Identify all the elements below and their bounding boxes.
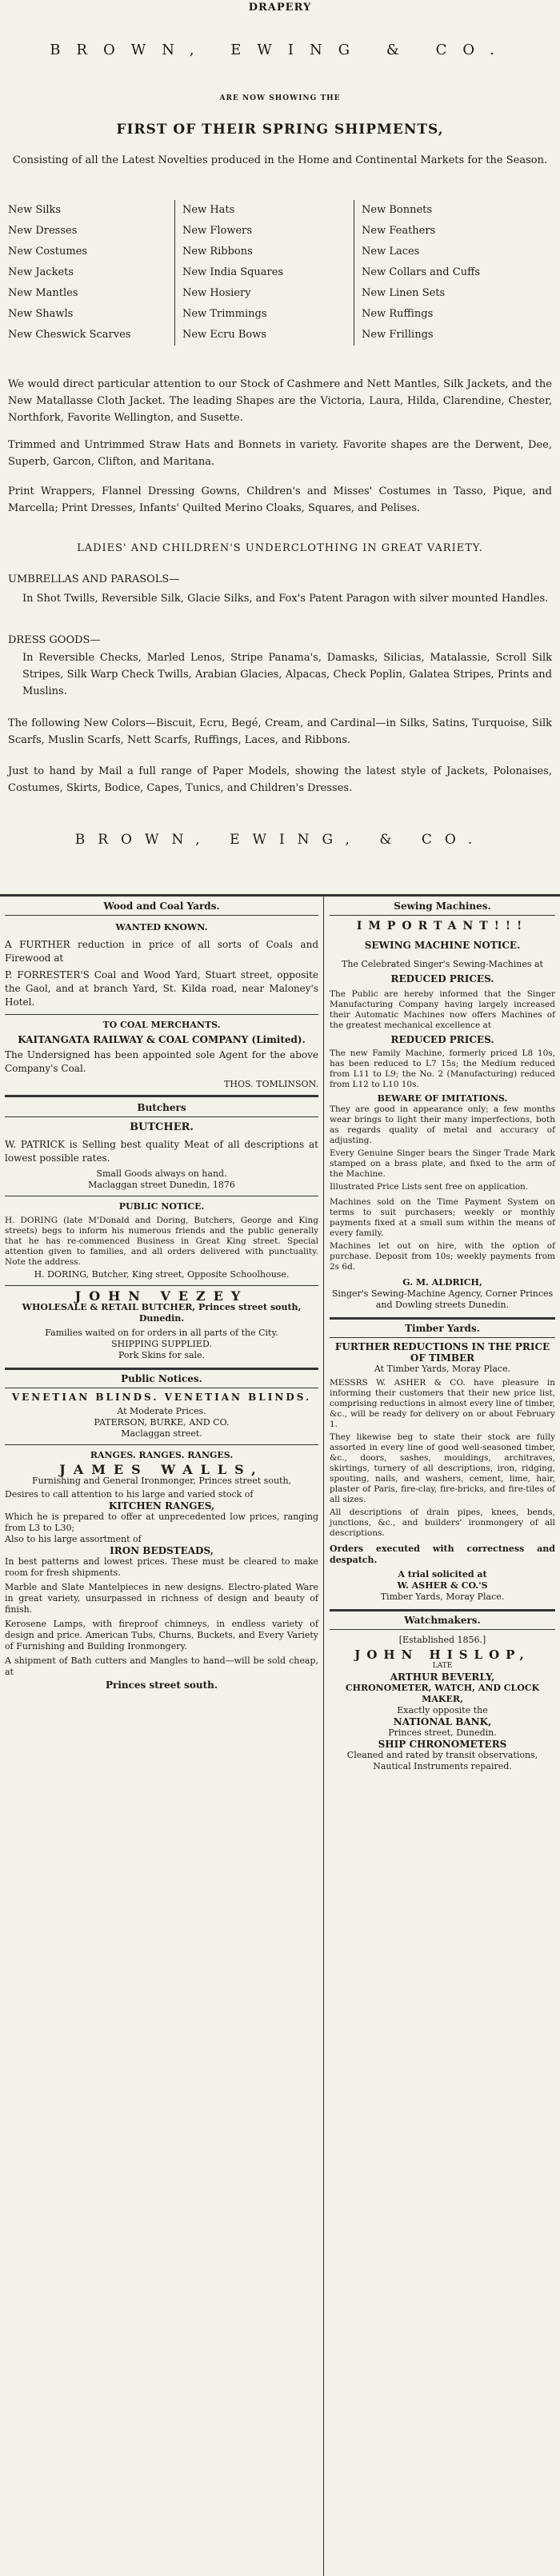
para-mantles: We would direct particular attention to our Stock of Cashmere and Nett Mantles, Silk Jackets, and the New Matallasse Cloth Jacket. The leading Shapes are the Victoria, Laura, Hilda, Clarendine, Chester, Northfork, Favorite Wellington, and Susette. (8, 378, 552, 424)
ad-title: FURTHER REDUCTIONS IN THE PRICE OF TIMBER (334, 1341, 550, 1364)
ad-body: Marble and Slate Mantelpieces in new designs. Electro-plated Ware in great variety, unsurpassed in richness of design and beauty of finish. (5, 1582, 318, 1615)
section-heading: Butchers (137, 1102, 186, 1113)
para-models: Just to hand by Mail a full range of Paper Models, showing the latest style of Jackets, Polonaises, Costumes, Skirts, Bodice, Capes, Tunics, and Children's Dresses. (8, 765, 552, 794)
ad-line: Orders executed with correctness and despatch. (330, 1544, 555, 1565)
list-item: New Shawls (8, 308, 74, 320)
ad-body: The Public are hereby informed that the Singer Manufacturing Company having largely increased their Automatic Machines now offers Machines of the greatest mechanical excellence at (330, 989, 555, 1030)
ad-body: P. FORRESTER'S Coal and Wood Yard, Stuart street, opposite the Gaol, and at branch Yard, St. Kilda road, near Maloney's Hotel. (5, 969, 318, 1008)
ad-line: Maclaggan street Dunedin, 1876 (88, 1180, 235, 1190)
divider (330, 1629, 555, 1630)
list-item: New Collars and Cuffs (362, 266, 480, 278)
ad-line: Nautical Instruments repaired. (373, 1761, 512, 1771)
list-item: New India Squares (182, 266, 284, 278)
intro-text: Consisting of all the Latest Novelties produced in the Home and Continental Markets for the Season. (12, 154, 548, 166)
ad-body: Illustrated Price Lists sent free on application. (330, 1182, 529, 1192)
ad-line: LATE (432, 1662, 453, 1670)
ad-line: Small Goods always on hand. (96, 1168, 227, 1179)
ad-body: A shipment of Bath cutters and Mangles to hand—will be sold cheap, at (5, 1655, 318, 1677)
ad-line: Pork Skins for sale. (118, 1350, 206, 1360)
ad-line: Singer's Sewing-Machine Agency, Corner Princes and Dowling streets Dunedin. (331, 1288, 554, 1310)
section-heading: Watchmakers. (404, 1615, 481, 1626)
ad-line: SHIPPING SUPPLIED. (111, 1339, 212, 1349)
list-item: New Hosiery (182, 287, 251, 299)
umbrellas-heading: UMBRELLAS AND PARASOLS— (8, 573, 180, 585)
page-header: DRAPERY (248, 2, 312, 14)
ad-body: They are good in appearance only; a few months wear brings to light their many imperfections, both as regards quality of metal and accuracy of adjusting. (330, 1104, 555, 1145)
list-item: New Trimmings (182, 308, 267, 320)
divider (174, 200, 175, 345)
signature: G. M. ALDRICH, (402, 1277, 482, 1288)
items-col-2 (182, 200, 283, 345)
ad-body: H. DORING (late M'Donald and Doring, Butchers, George and King streets) begs to inform his numerous friends and the public generally that he has re-commenced Business in Great King street. Special attention given to families, and all orders delivered with punctuality. Note the address. (5, 1216, 318, 1267)
items-col-1 (8, 200, 130, 345)
ad-line: IRON BEDSTEADS, (110, 1545, 214, 1556)
divider (5, 1095, 318, 1097)
divider (5, 1116, 318, 1117)
column-divider (323, 897, 324, 2576)
ad-body: Families waited on for orders in all parts of the City. (45, 1328, 278, 1338)
left-column (5, 901, 318, 1691)
section-rule (0, 894, 560, 897)
signature: H. DORING, Butcher, King street, Opposite Schoolhouse. (34, 1269, 290, 1280)
ad-body: In best patterns and lowest prices. These must be cleared to make room for fresh shipments. (5, 1556, 318, 1578)
dress-text: In Reversible Checks, Marled Lenos, Stripe Panama's, Damasks, Silicias, Matalassie, Scroll Silk Stripes, Silk Warp Check Twills, Arabian Glacies, Alpacas, Check Poplin, Galatea Stripes, Prints and Muslins. (22, 652, 552, 697)
divider (5, 915, 318, 916)
divider (330, 915, 555, 916)
list-item: New Silks (8, 204, 62, 216)
divider (5, 1285, 318, 1286)
brand-title: BROWN, EWING & CO. (50, 42, 510, 58)
list-item: New Ecru Bows (182, 329, 266, 341)
underclothing-heading: LADIES' AND CHILDREN'S UNDERCLOTHING IN GREAT VARIETY. (77, 542, 483, 554)
divider (330, 1337, 555, 1338)
ad-subtitle: SEWING MACHINE NOTICE. (364, 940, 521, 951)
ad-subtitle: WHOLESALE & RETAIL BUTCHER, Princes street south, Dunedin. (22, 1302, 302, 1324)
umbrellas-text: In Shot Twills, Reversible Silk, Glacie Silks, and Fox's Patent Paragon with silver mounted Handles. (22, 593, 549, 605)
ad-title: JOHN VEZEY (74, 1288, 249, 1304)
section-heading: Wood and Coal Yards. (103, 901, 220, 912)
section-heading: Timber Yards. (405, 1323, 480, 1334)
ad-line: Maclaggan street. (121, 1428, 202, 1439)
ad-body: The Undersigned has been appointed sole Agent for the above Company's Coal. (5, 1049, 318, 1074)
ad-subtitle: Furnishing and General Ironmonger, Princes street south, (31, 1476, 292, 1486)
ad-body: Which he is prepared to offer at unprecedented low prices, ranging from L3 to L30; (5, 1512, 318, 1533)
ad-line: Also to his large assortment of (5, 1534, 142, 1544)
ad-title: PUBLIC NOTICE. (118, 1201, 205, 1212)
ad-body: MESSRS W. ASHER & CO. have pleasure in informing their customers that their new price list, comprising reductions in almost every line of timber, &c., will be ready for delivery on or about February 1. (330, 1378, 556, 1429)
section-heading: Sewing Machines. (394, 901, 491, 912)
para-wrappers: Print Wrappers, Flannel Dressing Gowns, Children's and Misses' Costumes in Tasso, Pique, and Marcella; Print Dresses, Infants' Quilted Merino Cloaks, Squares, and Pelises. (8, 485, 552, 514)
divider (5, 1014, 318, 1015)
ad-title: JOHN HISLOP, (354, 1647, 530, 1662)
ad-title: BUTCHER. (130, 1121, 194, 1133)
ad-line: At Timber Yards, Moray Place. (374, 1364, 511, 1374)
right-column (330, 901, 555, 1772)
ad-line: NATIONAL BANK, (393, 1716, 492, 1727)
ad-line: The Celebrated Singer's Sewing-Machines at (342, 959, 543, 969)
ad-body: Machines let out on hire, with the option of purchase. Deposit from 10s; weekly payments from 2s 6d. (330, 1241, 555, 1272)
brand-bottom: BROWN, EWING, & CO. (74, 832, 486, 848)
list-item: New Cheswick Scarves (8, 329, 131, 341)
ad-line: A trial solicited at (398, 1569, 487, 1580)
list-item: New Dresses (8, 225, 78, 237)
ad-title: IMPORTANT!!! (356, 920, 529, 933)
ad-subtitle: KAITANGATA RAILWAY & COAL COMPANY (Limited). (18, 1034, 306, 1045)
ad-title: WANTED KNOWN. (115, 922, 208, 933)
ad-body: All descriptions of drain pipes, knees, bends, junctions, &c., and builders' ironmongery of all descriptions. (330, 1508, 555, 1538)
dress-heading: DRESS GOODS— (8, 634, 101, 646)
list-item: New Linen Sets (362, 287, 446, 299)
list-item: New Jackets (8, 266, 74, 278)
signature: W. ASHER & CO.'S (397, 1580, 488, 1591)
ad-line: Princes street south. (105, 1679, 218, 1691)
divider (330, 1609, 555, 1611)
signature: THOS. TOMLINSON. (224, 1079, 318, 1089)
divider (330, 1317, 555, 1320)
list-item: New Mantles (8, 287, 78, 299)
list-item: New Laces (362, 246, 420, 258)
ad-line: Exactly opposite the (397, 1705, 488, 1715)
ad-title: VENETIAN BLINDS. VENETIAN BLINDS. (11, 1392, 312, 1403)
showing-line: ARE NOW SHOWING THE (219, 94, 341, 102)
ad-line: Timber Yards, Moray Place. (380, 1592, 505, 1602)
ad-line: BEWARE OF IMITATIONS. (377, 1093, 508, 1104)
divider (5, 1368, 318, 1370)
list-item: New Ruffings (362, 308, 434, 320)
para-colors: The following New Colors—Biscuit, Ecru, Begé, Cream, and Cardinal—in Silks, Satins, Turquoise, Silk Scarfs, Muslin Scarfs, Nett Scarfs, Ruffings, Laces, and Ribbons. (8, 717, 552, 746)
ad-body: Machines sold on the Time Payment System on terms to suit purchasers; weekly or monthly payments fixed at a small sum within the means of every family. (330, 1197, 555, 1238)
list-item: New Feathers (362, 225, 436, 237)
list-item: New Bonnets (362, 204, 433, 216)
ad-body: A FURTHER reduction in price of all sorts of Coals and Firewood at (5, 939, 318, 964)
list-item: New Ribbons (182, 246, 253, 258)
ad-line: Princes street, Dunedin. (388, 1727, 497, 1738)
ad-line: SHIP CHRONOMETERS (378, 1739, 507, 1750)
ad-body: W. PATRICK is Selling best quality Meat of all descriptions at lowest possible rates. (5, 1139, 318, 1164)
ad-line: KITCHEN RANGES, (108, 1500, 215, 1512)
section-heading: Public Notices. (121, 1373, 202, 1384)
ad-line: PATERSON, BURKE, AND CO. (94, 1417, 230, 1428)
ad-line: REDUCED PRICES. (390, 1034, 494, 1045)
ad-line: At Moderate Prices. (117, 1406, 206, 1416)
para-hats: Trimmed and Untrimmed Straw Hats and Bonnets in variety. Favorite shapes are the Derwent, Dee, Superb, Garcon, Clifton, and Maritana. (8, 439, 552, 468)
ad-title: RANGES. RANGES. RANGES. (90, 1450, 234, 1460)
ad-line: Cleaned and rated by transit observations, (346, 1750, 538, 1760)
list-item: New Hats (182, 204, 235, 216)
headline: FIRST OF THEIR SPRING SHIPMENTS, (116, 122, 444, 138)
ad-line: ARTHUR BEVERLY, (390, 1671, 495, 1683)
list-item: New Costumes (8, 246, 88, 258)
list-item: New Flowers (182, 225, 253, 237)
ad-title: JAMES WALLS, (59, 1462, 264, 1477)
ad-line: REDUCED PRICES. (390, 973, 494, 984)
items-col-3 (362, 200, 480, 345)
ad-body: Desires to call attention to his large and varied stock of (5, 1489, 254, 1500)
ad-line: CHRONOMETER, WATCH, AND CLOCK MAKER, (345, 1683, 540, 1704)
ad-body: Every Genuine Singer bears the Singer Trade Mark stamped on a brass plate, and fixed to the arm of the Machine. (330, 1148, 555, 1179)
divider (5, 1444, 318, 1445)
ad-line: [Established 1856.] (398, 1635, 486, 1645)
ad-body: Kerosene Lamps, with fireproof chimneys, in endless variety of design and price. American Tubs, Churns, Buckets, and Every Variety of Furnishing and Building Ironmongery. (5, 1619, 318, 1651)
ad-body: The new Family Machine, formerly priced L8 10s, has been reduced to L7 15s; the Medium reduced from L11 to L9; the No. 2 (Manufacturing) reduced from L12 to L10 10s. (330, 1048, 555, 1089)
ad-body: They likewise beg to state their stock are fully assorted in every line of good well-seasoned timber, &c., doors, sashes, mouldings, architraves, skirtings, turnery of all descriptions, iron, ridging, spouting, nails, and washers, cement, lime, hair, plaster of Paris, fire-clay, fire-bricks, and fire-tiles of all sizes. (330, 1432, 555, 1504)
ad-title: TO COAL MERCHANTS. (102, 1020, 221, 1030)
list-item: New Frillings (362, 329, 434, 341)
